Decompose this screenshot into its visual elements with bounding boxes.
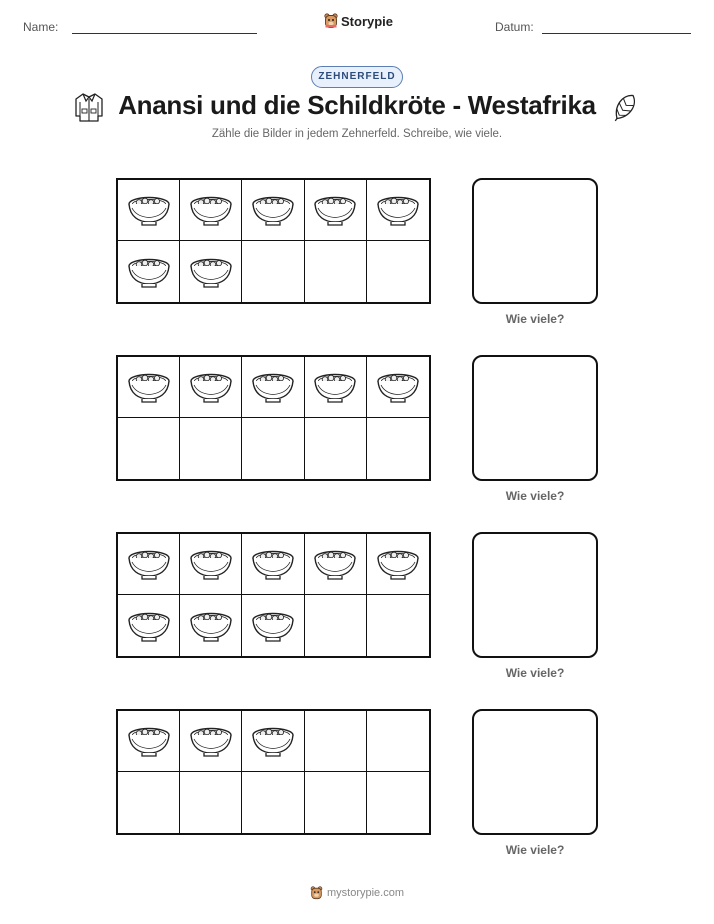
date-label: Datum: xyxy=(495,20,534,34)
ten-frame-cell xyxy=(367,418,429,479)
answer-label-3: Wie viele? xyxy=(505,666,565,680)
soup-bowl-icon xyxy=(249,544,297,584)
soup-bowl-icon xyxy=(249,190,297,230)
ten-frame-cell xyxy=(242,772,304,833)
soup-bowl-icon xyxy=(187,252,235,292)
ten-frame-cell xyxy=(242,595,304,656)
ten-frame-cell xyxy=(242,180,304,241)
bear-mascot-icon xyxy=(310,886,323,900)
ten-frame-cell xyxy=(242,534,304,595)
ten-frame-cell xyxy=(118,711,180,772)
footer xyxy=(0,886,714,900)
soup-bowl-icon xyxy=(125,721,173,761)
answer-label-1: Wie viele? xyxy=(505,312,565,326)
bear-mascot-icon xyxy=(324,13,338,29)
ten-frame-cell xyxy=(118,418,180,479)
ten-frame-cell xyxy=(118,357,180,418)
ten-frame-cell xyxy=(305,241,367,302)
pinecone-icon xyxy=(608,90,642,124)
answer-box-2[interactable] xyxy=(472,355,598,481)
soup-bowl-icon xyxy=(125,544,173,584)
ten-frame-cell xyxy=(118,772,180,833)
soup-bowl-icon xyxy=(311,190,359,230)
soup-bowl-icon xyxy=(187,721,235,761)
answer-label-2: Wie viele? xyxy=(505,489,565,503)
ten-frame-cell xyxy=(367,772,429,833)
ten-frame-cell xyxy=(242,711,304,772)
ten-frame-cell xyxy=(118,180,180,241)
page-title: Anansi und die Schildkröte - Westafrika xyxy=(118,90,596,120)
ten-frame-cell xyxy=(305,180,367,241)
brand-logo xyxy=(324,13,393,29)
ten-frame-cell xyxy=(180,534,242,595)
ten-frame-cell xyxy=(367,595,429,656)
soup-bowl-icon xyxy=(374,367,422,407)
answer-box-1[interactable] xyxy=(472,178,598,304)
brand-name: Storypie xyxy=(341,13,394,29)
ten-frame-cell xyxy=(180,180,242,241)
ten-frame-1 xyxy=(116,178,431,304)
soup-bowl-icon xyxy=(374,544,422,584)
soup-bowl-icon xyxy=(249,606,297,646)
soup-bowl-icon xyxy=(249,721,297,761)
ten-frame-cell xyxy=(118,534,180,595)
name-label: Name: xyxy=(23,20,59,34)
ten-frame-cell xyxy=(180,418,242,479)
soup-bowl-icon xyxy=(125,367,173,407)
footer-url: mystorypie.com xyxy=(326,887,405,899)
ten-frame-cell xyxy=(180,772,242,833)
ten-frame-cell xyxy=(367,241,429,302)
soup-bowl-icon xyxy=(187,606,235,646)
instructions: Zähle die Bilder in jedem Zehnerfeld. Schreibe, wie viele. xyxy=(211,128,503,140)
ten-frame-2 xyxy=(116,355,431,481)
ten-frame-cell xyxy=(305,772,367,833)
ten-frame-cell xyxy=(180,711,242,772)
ten-frame-cell xyxy=(305,534,367,595)
soup-bowl-icon xyxy=(125,252,173,292)
ten-frame-cell xyxy=(118,241,180,302)
ten-frame-cell xyxy=(305,595,367,656)
answer-label-4: Wie viele? xyxy=(505,843,565,857)
ten-frame-cell xyxy=(367,534,429,595)
soup-bowl-icon xyxy=(187,544,235,584)
ten-frame-cell xyxy=(367,357,429,418)
soup-bowl-icon xyxy=(311,544,359,584)
soup-bowl-icon xyxy=(249,367,297,407)
ten-frame-cell xyxy=(242,357,304,418)
date-line[interactable] xyxy=(542,33,691,34)
soup-bowl-icon xyxy=(311,367,359,407)
ten-frame-4 xyxy=(116,709,431,835)
ten-frame-cell xyxy=(305,418,367,479)
ten-frame-cell xyxy=(367,180,429,241)
ten-frame-cell xyxy=(305,357,367,418)
ten-frame-cell xyxy=(180,357,242,418)
ten-frame-3 xyxy=(116,532,431,658)
ten-frame-cell xyxy=(305,711,367,772)
ten-frame-cell xyxy=(367,711,429,772)
answer-box-4[interactable] xyxy=(472,709,598,835)
soup-bowl-icon xyxy=(187,367,235,407)
soup-bowl-icon xyxy=(374,190,422,230)
soup-bowl-icon xyxy=(125,606,173,646)
ten-frame-cell xyxy=(118,595,180,656)
soup-bowl-icon xyxy=(125,190,173,230)
ten-frame-cell xyxy=(180,595,242,656)
answer-box-3[interactable] xyxy=(472,532,598,658)
ten-frame-cell xyxy=(242,418,304,479)
category-badge: ZEHNERFELD xyxy=(311,66,403,88)
name-line[interactable] xyxy=(72,33,257,34)
ten-frame-cell xyxy=(180,241,242,302)
ten-frame-cell xyxy=(242,241,304,302)
soup-bowl-icon xyxy=(187,190,235,230)
